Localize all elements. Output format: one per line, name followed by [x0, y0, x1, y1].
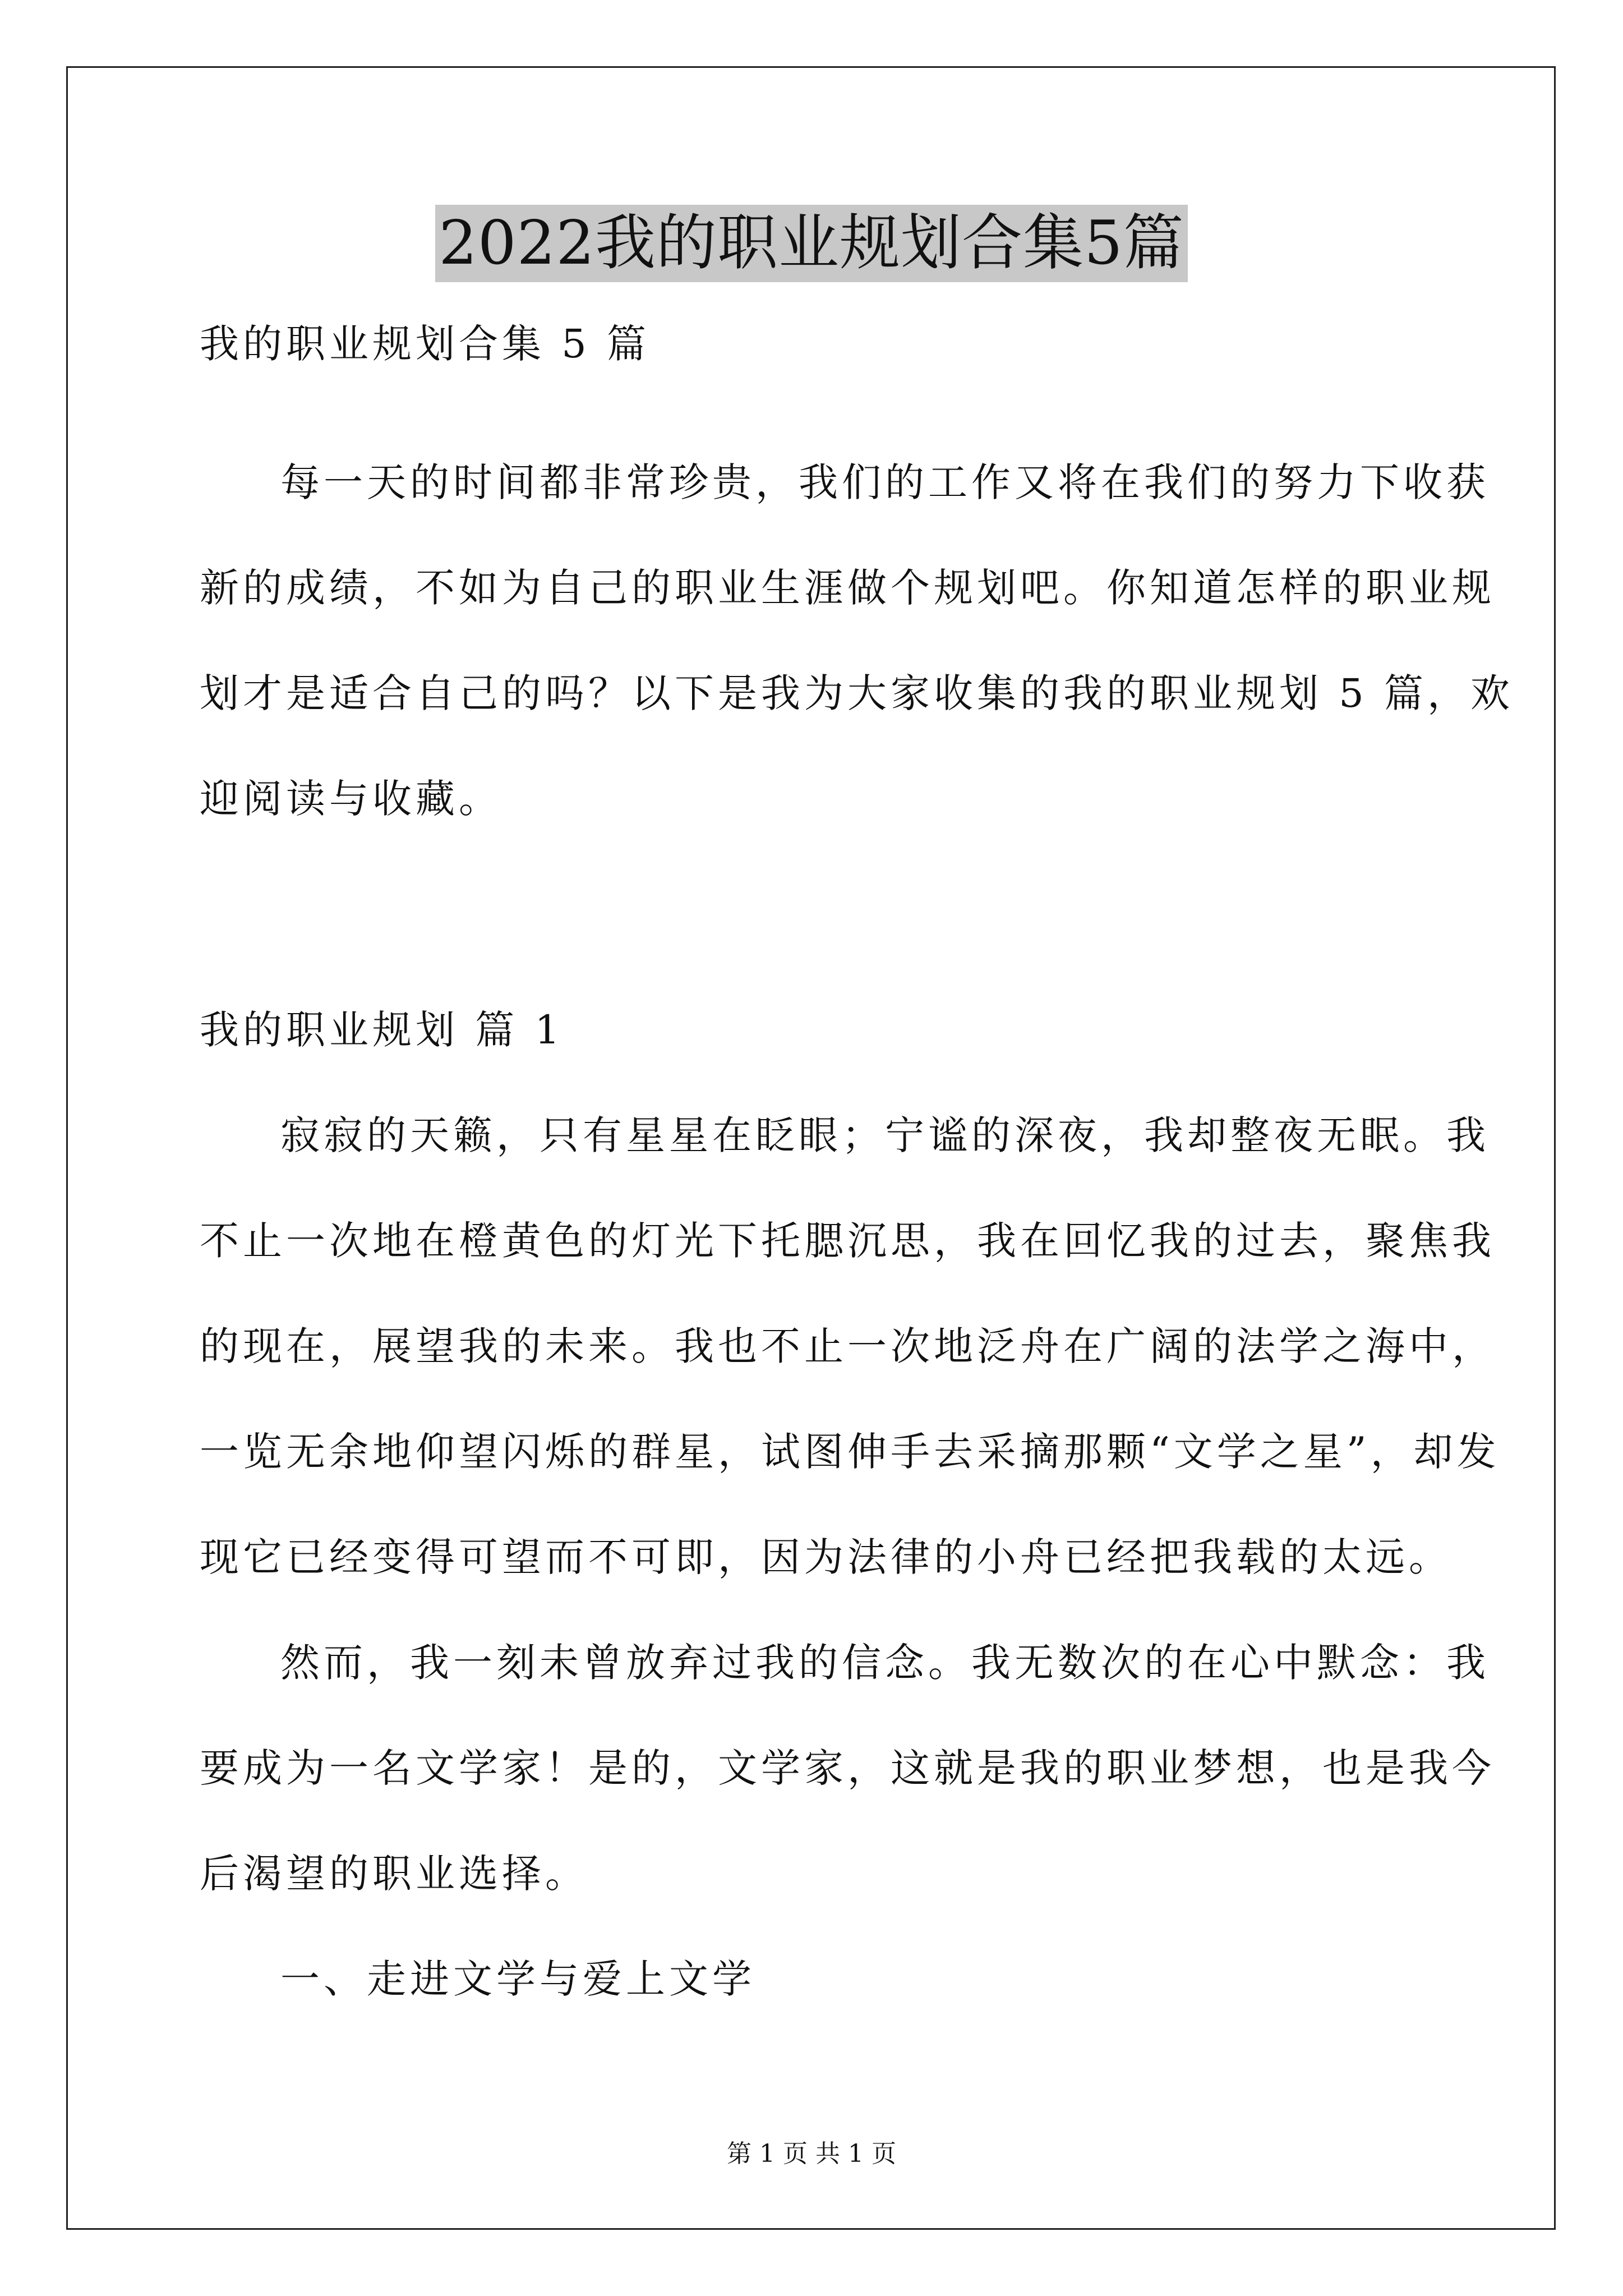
- paragraph-line: 现它已经变得可望而不可即，因为法律的小舟已经把我载的太远。: [200, 1534, 1452, 1580]
- title-container: [0, 205, 1623, 282]
- document-title: 2022我的职业规划合集5篇: [435, 205, 1188, 282]
- paragraph-line: 一览无余地仰望闪烁的群星，试图伸手去采摘那颗“文学之星”，却发: [200, 1429, 1500, 1475]
- section-heading: 我的职业规划 篇 1: [200, 1007, 564, 1053]
- subheading: 一、走进文学与爱上文学: [280, 1956, 755, 2002]
- paragraph-line: 不止一次地在橙黄色的灯光下托腮沉思，我在回忆我的过去，聚焦我: [200, 1218, 1495, 1264]
- intro-line: 新的成绩，不如为自己的职业生涯做个规划吧。你知道怎样的职业规: [200, 565, 1495, 611]
- intro-line: 每一天的时间都非常珍贵，我们的工作又将在我们的努力下收获: [280, 459, 1490, 505]
- paragraph-line: 然而，我一刻未曾放弃过我的信念。我无数次的在心中默念：我: [280, 1640, 1490, 1686]
- paragraph-line: 后渴望的职业选择。: [200, 1851, 588, 1897]
- intro-line: 划才是适合自己的吗？以下是我为大家收集的我的职业规划 5 篇，欢: [200, 670, 1514, 716]
- page-footer: 第 1 页 共 1 页: [727, 2139, 896, 2168]
- document-subtitle: 我的职业规划合集 5 篇: [200, 321, 651, 367]
- intro-line: 迎阅读与收藏。: [200, 776, 502, 822]
- paragraph-line: 要成为一名文学家！是的，文学家，这就是我的职业梦想，也是我今: [200, 1745, 1495, 1791]
- paragraph-line: 寂寂的天籁，只有星星在眨眼；宁谧的深夜，我却整夜无眠。我: [280, 1112, 1490, 1158]
- paragraph-line: 的现在，展望我的未来。我也不止一次地泛舟在广阔的法学之海中，: [200, 1323, 1495, 1369]
